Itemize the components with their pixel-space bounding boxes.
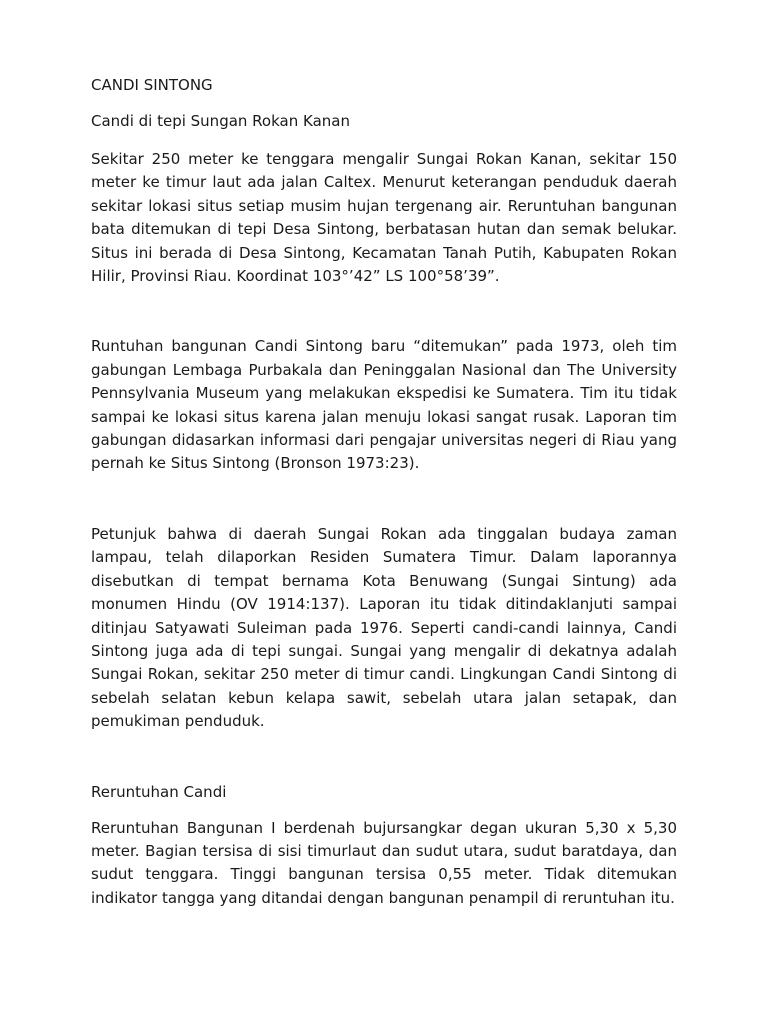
document-title: CANDI SINTONG [91,76,213,94]
section-paragraph: Reruntuhan Bangunan I berdenah bujursangkar degan ukuran 5,30 x 5,30 meter. Bagian tersisa di sisi timurlaut dan sudut utara, sudut baratdaya, dan sudut tenggara. Tinggi bangunan tersisa 0,55 meter. Tidak ditemukan indikator tangga yang ditandai dengan bangunan penampil di reruntuhan itu. [91,818,677,907]
section-heading: Reruntuhan Candi [91,782,227,801]
paragraph-history: Petunjuk bahwa di daerah Sungai Rokan ada tinggalan budaya zaman lampau, telah dilaporkan Residen Sumatera Timur. Dalam laporannya disebutkan di tempat bernama Kota Benuwang (Sungai Sintung) ada monumen Hindu (OV 1914:137). Laporan itu tidak ditindaklanjuti sampai ditinjau Satyawati Suleiman pada 1976. Seperti candi-candi lainnya, Candi Sintong juga ada di tepi sungai. Sungai yang mengalir di dekatnya adalah Sungai Rokan, sekitar 250 meter di timur candi. Lingkungan Candi Sintong di sebelah selatan kebun kelapa sawit, sebelah utara jalan setapak, dan pemukiman penduduk. [91,524,677,731]
document-page [91,70,677,910]
paragraph-discovery: Runtuhan bangunan Candi Sintong baru “ditemukan” pada 1973, oleh tim gabungan Lembaga Purbakala dan Peninggalan Nasional dan The University Pennsylvania Museum yang melakukan ekspedisi ke Sumatera. Tim itu tidak sampai ke lokasi situs karena jalan menuju lokasi sangat rusak. Laporan tim gabungan didasarkan informasi dari pengajar universitas negeri di Riau yang pernah ke Situs Sintong (Bronson 1973:23). [91,337,677,473]
document-subtitle: Candi di tepi Sungan Rokan Kanan [91,112,350,130]
paragraph-location: Sekitar 250 meter ke tenggara mengalir Sungai Rokan Kanan, sekitar 150 meter ke timur laut ada jalan Caltex. Menurut keterangan penduduk daerah sekitar lokasi situs setiap musim hujan tergenang air. Reruntuhan bangunan bata ditemukan di tepi Desa Sintong, berbatasan hutan dan semak belukar. Situs ini berada di Desa Sintong, Kecamatan Tanah Putih, Kabupaten Rokan Hilir, Provinsi Riau. Koordinat 103°’42” LS 100°58’39”. [91,150,677,286]
